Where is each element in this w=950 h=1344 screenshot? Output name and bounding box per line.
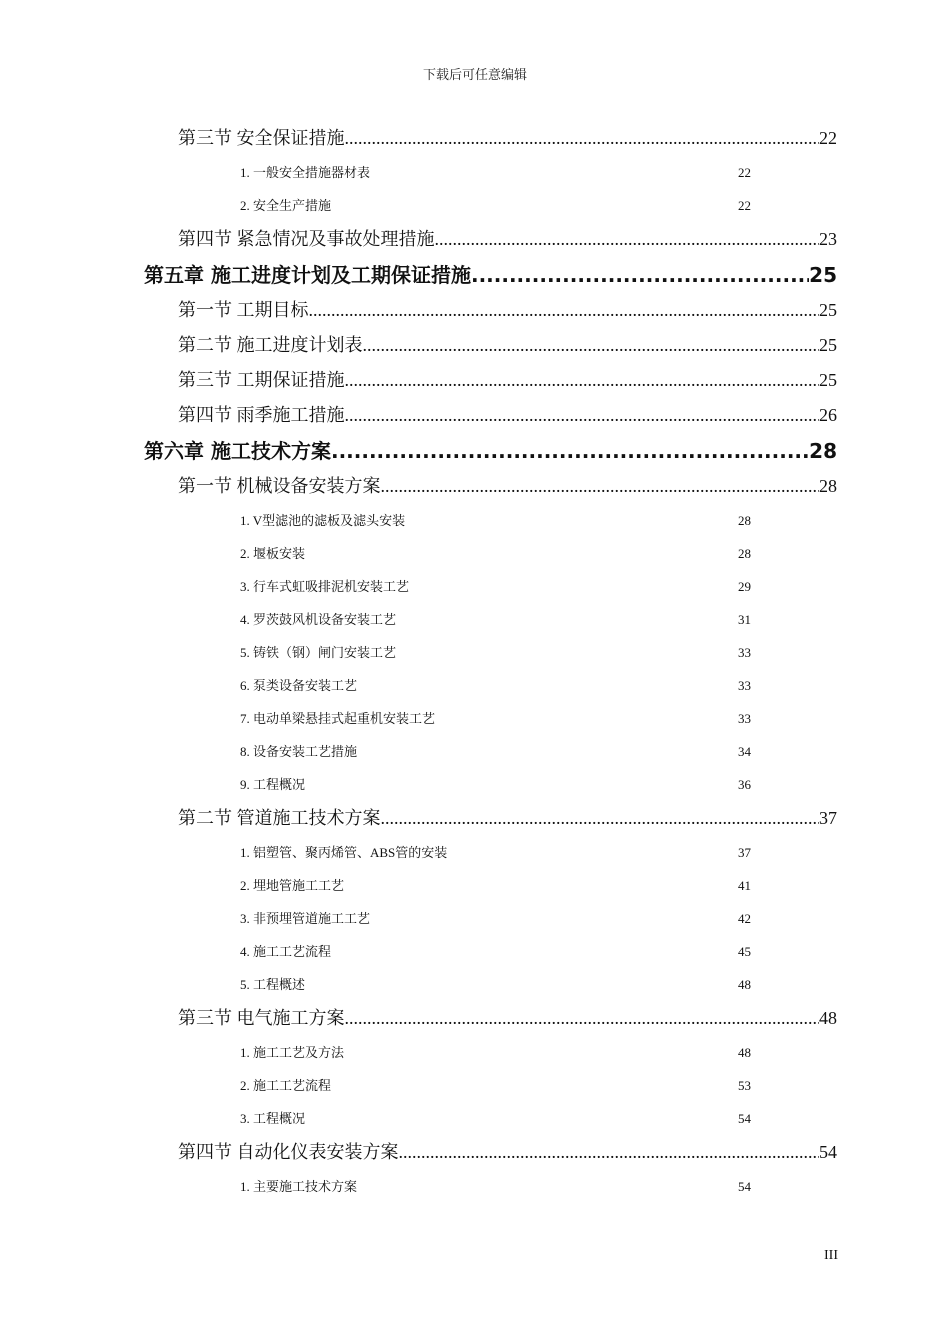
toc-entry-page: 28 (738, 546, 751, 561)
toc-subsection-entry[interactable] (0, 669, 760, 702)
toc-entry-label: 1. 主要施工技术方案 (240, 1179, 358, 1194)
toc-chapter-entry[interactable] (0, 433, 837, 469)
toc-subsection-entry[interactable] (0, 1036, 760, 1069)
toc-entry-page: 31 (738, 612, 751, 627)
toc-dot-leader (381, 801, 820, 836)
toc-entry-page: 28 (819, 476, 837, 496)
toc-entry-page: 22 (819, 128, 837, 148)
toc-subsection-entry[interactable] (0, 156, 760, 189)
toc-section-entry[interactable] (0, 801, 837, 836)
toc-entry-label: 第一节 机械设备安装方案 (178, 476, 381, 496)
toc-dot-leader (331, 433, 809, 469)
toc-entry-label: 8. 设备安装工艺措施 (240, 744, 358, 759)
toc-entry-page: 53 (738, 1078, 751, 1093)
toc-entry-label: 第五章 施工进度计划及工期保证措施 (144, 263, 471, 287)
toc-subsection-entry[interactable] (0, 603, 760, 636)
toc-subsection-entry[interactable] (0, 1170, 760, 1203)
toc-dot-leader (345, 1001, 820, 1036)
toc-dot-leader (399, 1135, 820, 1170)
toc-entry-label: 第一节 工期目标 (178, 300, 309, 320)
toc-entry-page: 37 (819, 808, 837, 828)
toc-entry-page: 29 (738, 579, 751, 594)
toc-entry-page: 45 (738, 944, 751, 959)
toc-entry-label: 4. 罗茨鼓风机设备安装工艺 (240, 612, 397, 627)
toc-entry-label: 5. 工程概述 (240, 977, 306, 992)
toc-entry-label: 1. V型滤池的滤板及滤头安装 (240, 513, 406, 528)
toc-entry-label: 第四节 自动化仪表安装方案 (178, 1142, 399, 1162)
toc-entry-label: 1. 施工工艺及方法 (240, 1045, 345, 1060)
toc-subsection-entry[interactable] (0, 636, 760, 669)
toc-entry-page: 48 (738, 977, 751, 992)
toc-section-entry[interactable] (0, 1001, 837, 1036)
toc-entry-label: 2. 施工工艺流程 (240, 1078, 332, 1093)
toc-subsection-entry[interactable] (0, 968, 760, 1001)
toc-entry-page: 34 (738, 744, 751, 759)
toc-entry-page: 33 (738, 678, 751, 693)
toc-entry-page: 25 (819, 300, 837, 320)
toc-subsection-entry[interactable] (0, 1069, 760, 1102)
toc-subsection-entry[interactable] (0, 702, 760, 735)
toc-entry-page: 37 (738, 845, 751, 860)
toc-entry-page: 25 (819, 335, 837, 355)
toc-subsection-entry[interactable] (0, 189, 760, 222)
toc-subsection-entry[interactable] (0, 836, 760, 869)
toc-entry-page: 48 (738, 1045, 751, 1060)
toc-entry-page: 41 (738, 878, 751, 893)
toc-section-entry[interactable] (0, 469, 837, 504)
toc-entry-label: 5. 铸铁（钢）闸门安装工艺 (240, 645, 397, 660)
toc-entry-label: 6. 泵类设备安装工艺 (240, 678, 358, 693)
toc-subsection-entry[interactable] (0, 735, 760, 768)
toc-entry-label: 3. 非预埋管道施工工艺 (240, 911, 371, 926)
toc-section-entry[interactable] (0, 363, 837, 398)
toc-dot-leader (345, 363, 820, 398)
toc-subsection-entry[interactable] (0, 768, 760, 801)
toc-entry-page: 33 (738, 645, 751, 660)
toc-chapter-entry[interactable] (0, 257, 837, 293)
toc-dot-leader (435, 222, 820, 257)
toc-section-entry[interactable] (0, 222, 837, 257)
toc-entry-label: 7. 电动单梁悬挂式起重机安装工艺 (240, 711, 436, 726)
toc-entry-page: 28 (738, 513, 751, 528)
toc-entry-page: 33 (738, 711, 751, 726)
toc-section-entry[interactable] (0, 328, 837, 363)
toc-entry-page: 25 (819, 370, 837, 390)
toc-section-entry[interactable] (0, 1135, 837, 1170)
toc-entry-page: 22 (738, 198, 751, 213)
toc-dot-leader (309, 293, 820, 328)
toc-entry-label: 1. 一般安全措施器材表 (240, 165, 371, 180)
toc-entry-label: 9. 工程概况 (240, 777, 306, 792)
toc-subsection-entry[interactable] (0, 504, 760, 537)
toc-subsection-entry[interactable] (0, 1102, 760, 1135)
toc-entry-page: 36 (738, 777, 751, 792)
toc-section-entry[interactable] (0, 293, 837, 328)
toc-subsection-entry[interactable] (0, 869, 760, 902)
toc-entry-label: 第三节 安全保证措施 (178, 128, 345, 148)
toc-entry-label: 第三节 工期保证措施 (178, 370, 345, 390)
page-header: 下载后可任意编辑 (422, 67, 527, 82)
toc-dot-leader (381, 469, 820, 504)
toc-entry-label: 第四节 雨季施工措施 (178, 405, 345, 425)
page-number: III (824, 1248, 838, 1263)
toc-entry-page: 54 (738, 1179, 751, 1194)
toc-entry-page: 25 (809, 263, 837, 287)
toc-entry-page: 54 (819, 1142, 837, 1162)
toc-dot-leader (345, 121, 820, 156)
toc-entry-label: 2. 安全生产措施 (240, 198, 332, 213)
toc-section-entry[interactable] (0, 121, 837, 156)
toc-entry-label: 第四节 紧急情况及事故处理措施 (178, 229, 435, 249)
toc-entry-label: 3. 工程概况 (240, 1111, 306, 1126)
toc-subsection-entry[interactable] (0, 935, 760, 968)
toc-dot-leader (363, 328, 820, 363)
toc-entry-page: 23 (819, 229, 837, 249)
toc-subsection-entry[interactable] (0, 902, 760, 935)
toc-entry-page: 28 (809, 439, 837, 463)
toc-entry-page: 48 (819, 1008, 837, 1028)
toc-entry-page: 26 (819, 405, 837, 425)
toc-entry-label: 第六章 施工技术方案 (144, 439, 331, 463)
toc-entry-label: 第二节 管道施工技术方案 (178, 808, 381, 828)
toc-entry-page: 22 (738, 165, 751, 180)
toc-entry-label: 第三节 电气施工方案 (178, 1008, 345, 1028)
toc-dot-leader (471, 257, 809, 293)
toc-entry-label: 1. 铝塑管、聚丙烯管、ABS管的安装 (240, 845, 448, 860)
toc-entry-label: 2. 埋地管施工工艺 (240, 878, 345, 893)
toc-section-entry[interactable] (0, 398, 837, 433)
toc-entry-label: 3. 行车式虹吸排泥机安装工艺 (240, 579, 410, 594)
toc-entry-label: 2. 堰板安装 (240, 546, 306, 561)
table-of-contents (0, 121, 950, 1203)
toc-entry-label: 4. 施工工艺流程 (240, 944, 332, 959)
toc-entry-label: 第二节 施工进度计划表 (178, 335, 363, 355)
toc-subsection-entry[interactable] (0, 570, 760, 603)
toc-dot-leader (345, 398, 820, 433)
toc-entry-page: 42 (738, 911, 751, 926)
toc-entry-page: 54 (738, 1111, 751, 1126)
toc-subsection-entry[interactable] (0, 537, 760, 570)
